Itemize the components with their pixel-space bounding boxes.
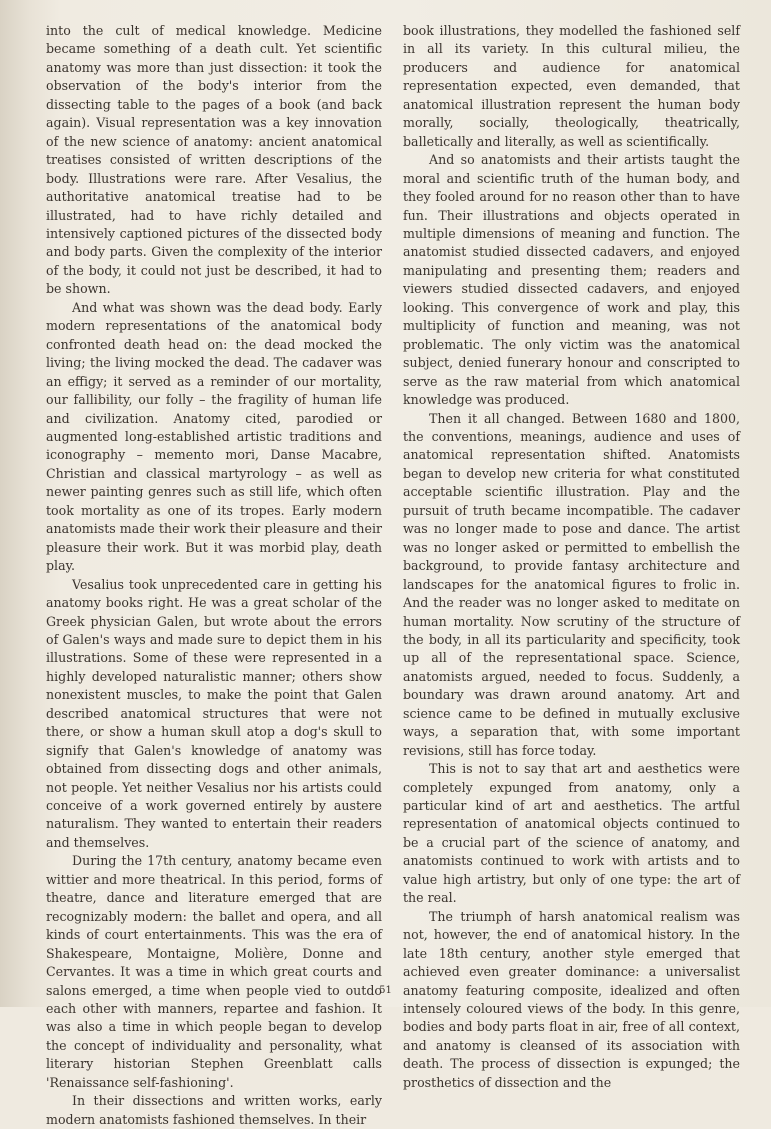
paragraph: In their dissections and written works, early modern anatomists fashioned themselves. In their (46, 1093, 382, 1127)
page-number: 51 (379, 985, 392, 996)
left-text-column (46, 22, 382, 1129)
right-text-column (403, 22, 740, 1092)
paragraph: Vesalius took unprecedented care in getting his anatomy books right. He was a great scholar of the Greek physician Galen, but wrote about the errors of Galen's ways and made sure to depict them in his illustrations. Some of these were represented in a highly developed naturalistic manner; others show nonexistent muscles, to make the point that Galen described anatomical structures that were not there, or show a human skull atop a dog's skull to signify that Galen's knowledge of anatomy was obtained from dissecting dogs and other animals, not people. Yet neither Vesalius nor his artists could conceive of a work governed entirely by austere naturalism. They wanted to entertain their readers and themselves. (46, 576, 382, 850)
paragraph: And what was shown was the dead body. Early modern representations of the anatomical body confronted death head on: the dead mocked the living; the living mocked the dead. The cadaver was an effigy; it served as a reminder of our mortality, our fallibility, our folly – the fragility of human life and civilization. Anatomy cited, parodied or augmented long-established artistic traditions and iconography – memento mori, Danse Macabre, Christian and classical martyrology – as well as newer painting genres such as still life, which often took mortality as one of its tropes. Early modern anatomists made their work their pleasure and their pleasure their work. But it was morbid play, death play. (46, 299, 382, 574)
paragraph: During the 17th century, anatomy became even wittier and more theatrical. In this period, forms of theatre, dance and literature emerged that are recognizably modern: the ballet and opera, and all kinds of court entertainments. This was the era of Shakespeare, Montaigne, Molière, Donne and Cervantes. It was a time in which great courts and salons emerged, a time when people vied to outdo each other with manners, repartee and fashion. It was also a time in which people began to develop the concept of individuality and personality, what literary historian Stephen Greenblatt calls 'Renaissance self-fashioning'. (46, 853, 382, 1090)
paragraph: book illustrations, they modelled the fashioned self in all its variety. In this cultural milieu, the producers and audience for anatomical representation expected, even demanded, that anatomical illustration represent the human body morally, socially, theologically, theatrically, balletically and literally, as well as scientifically. (403, 23, 740, 149)
paragraph: into the cult of medical knowledge. Medicine became something of a death cult. Yet scientific anatomy was more than just dissection: it took the observation of the body's interior from the dissecting table to the pages of a book (and back again). Visual representation was a key innovation of the new science of anatomy: ancient anatomical treatises consisted of written descriptions of the body. Illustrations were rare. After Vesalius, the authoritative anatomical treatise had to be illustrated, had to have richly detailed and intensively captioned pictures of the dissected body and body parts. Given the complexity of the interior of the body, it could not just be described, it had to be shown. (46, 23, 382, 297)
paragraph: And so anatomists and their artists taught the moral and scientific truth of the human body, and they fooled around for no reason other than to have fun. Their illustrations and objects operated in multiple dimensions of meaning and function. The anatomist studied dissected cadavers, and enjoyed manipulating and presenting them; readers and viewers studied dissected cadavers, and enjoyed looking. This convergence of work and play, this multiplicity of function and meaning, was not problematic. The only victim was the anatomical subject, denied funerary honour and conscripted to serve as the raw material from which anatomical knowledge was produced. (403, 152, 740, 408)
paragraph: This is not to say that art and aesthetics were completely expunged from anatomy, only a particular kind of art and aesthetics. The artful representation of anatomical objects continued to be a crucial part of the science of anatomy, and anatomists continued to work with artists and to value high artistry, but only of one type: the art of the real. (403, 761, 740, 906)
paragraph: Then it all changed. Between 1680 and 1800, the conventions, meanings, audience and uses of anatomical representation shifted. Anatomists began to develop new criteria for what constituted acceptable scientific illustration. Play and the pursuit of truth became incompatible. The cadaver was no longer made to pose and dance. The artist was no longer asked or permitted to embellish the background, to provide fantasy architecture and landscapes for the anatomical figures to frolic in. And the reader was no longer asked to meditate on human mortality. Now scrutiny of the structure of the body, in all its particularity and specificity, took up all of the representational space. Science, anatomists argued, needed to focus. Suddenly, a boundary was drawn around anatomy. Art and science came to be defined in mutually exclusive ways, a separation that, with some important revisions, still has force today. (403, 410, 740, 758)
paragraph: The triumph of harsh anatomical realism was not, however, the end of anatomical history. In the late 18th century, another style emerged that achieved even greater dominance: a universalist anatomy featuring composite, idealized and often intensely coloured views of the body. In this genre, bodies and body parts float in air, free of all context, and anatomy is cleansed of its association with death. The process of dissection is expunged; the prosthetics of dissection and the (403, 908, 740, 1090)
